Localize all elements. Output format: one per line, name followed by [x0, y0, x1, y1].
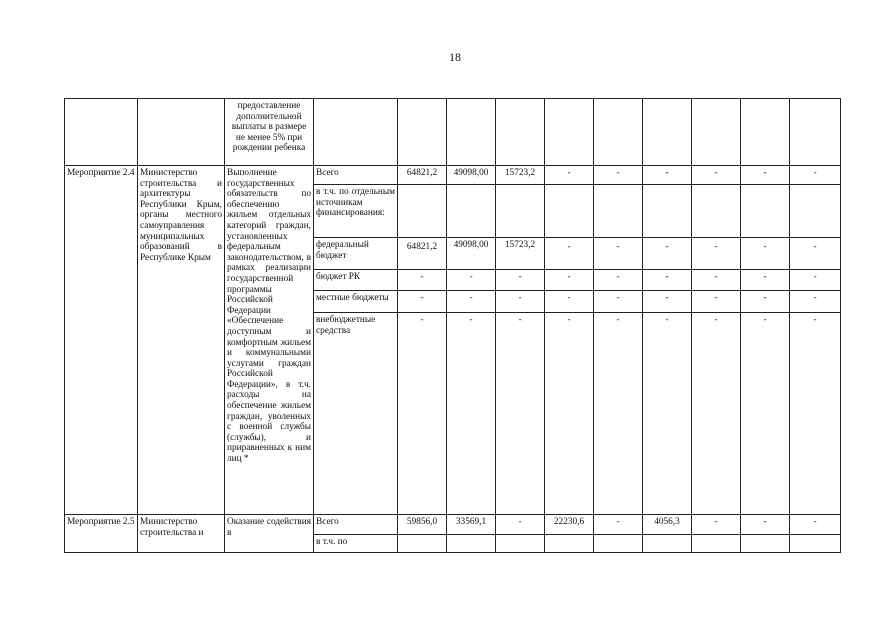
value-cell: - [496, 270, 545, 291]
cell-empty [741, 99, 790, 166]
value-cell [643, 185, 692, 238]
cell-empty [398, 99, 447, 166]
value-cell: - [545, 166, 594, 185]
value-cell: 33569,1 [447, 515, 496, 535]
value-cell: - [496, 291, 545, 313]
value-cell: 59856,0 [398, 515, 447, 535]
value-cell: - [545, 238, 594, 270]
value-cell [741, 535, 790, 553]
value-cell: - [790, 313, 841, 515]
table-row-continued [65, 99, 841, 166]
cell-empty [314, 99, 398, 166]
value-cell: - [594, 515, 643, 535]
value-cell: - [398, 270, 447, 291]
value-cell [496, 535, 545, 553]
value-cell [447, 535, 496, 553]
funding-source: бюджет РК [314, 270, 398, 291]
measure-executor: Министерство строительства и архитектуры Республики Крым, органы местного самоуправления муниципальных образований в Республике Крым [138, 166, 225, 515]
value-cell: - [790, 270, 841, 291]
value-cell: 22230,6 [545, 515, 594, 535]
value-cell: - [692, 166, 741, 185]
value-cell: - [545, 313, 594, 515]
cell-empty [496, 99, 545, 166]
value-cell [594, 185, 643, 238]
measure-description: Оказание содействия в [225, 515, 314, 553]
measure-description: Выполнение государственных обязательств по обеспечению жильем отдельных категорий граждан, установленных федеральным законодательством, в рамках реализации государственной программы Российской Федерации «Обеспечение доступным и комфортным жильем и коммунальными услугами граждан Российской Федерации», в т.ч. расходы на обеспечение жильем граждан, уволенных с военной службы (службы), и приравненных к ним лиц * [225, 166, 314, 515]
value-cell: - [398, 313, 447, 515]
cell-empty [447, 99, 496, 166]
value-cell: - [741, 166, 790, 185]
value-cell: - [790, 515, 841, 535]
value-cell [545, 185, 594, 238]
table-row [65, 166, 841, 185]
value-cell [790, 185, 841, 238]
value-cell [545, 535, 594, 553]
value-cell: - [594, 166, 643, 185]
cell-empty [65, 99, 138, 166]
value-cell: - [447, 291, 496, 313]
cell-empty [138, 99, 225, 166]
table-row [65, 515, 841, 535]
value-cell: - [447, 270, 496, 291]
value-cell: - [594, 238, 643, 270]
value-cell: - [496, 515, 545, 535]
value-cell [741, 185, 790, 238]
cell-empty [643, 99, 692, 166]
value-cell: - [741, 313, 790, 515]
value-cell: - [545, 270, 594, 291]
value-cell: - [594, 313, 643, 515]
value-cell: - [594, 270, 643, 291]
value-cell: 49098,00 [447, 166, 496, 185]
value-cell [692, 185, 741, 238]
cell-empty [594, 99, 643, 166]
cell-empty [692, 99, 741, 166]
value-cell [447, 185, 496, 238]
value-cell: - [496, 313, 545, 515]
value-cell: - [692, 313, 741, 515]
value-cell: - [594, 291, 643, 313]
value-cell: - [741, 515, 790, 535]
value-cell: 64821,2 [398, 238, 447, 270]
cell-description-continued: предоставление дополнительной выплаты в размере не менее 5% при рождении ребенка [225, 99, 314, 166]
value-cell [692, 535, 741, 553]
value-cell: - [692, 270, 741, 291]
value-cell [594, 535, 643, 553]
value-cell: - [643, 313, 692, 515]
funding-source: внебюджетные средства [314, 313, 398, 515]
value-cell [790, 535, 841, 553]
value-cell: - [741, 238, 790, 270]
value-cell: - [692, 515, 741, 535]
measure-code: Мероприятие 2.5 [65, 515, 138, 553]
cell-empty [545, 99, 594, 166]
cell-empty [790, 99, 841, 166]
funding-source: в т.ч. по отдельным источникам финансирования: [314, 185, 398, 238]
funding-source: Всего [314, 166, 398, 185]
measure-executor: Министерство строительства и [138, 515, 225, 553]
value-cell: - [790, 238, 841, 270]
value-cell: - [447, 313, 496, 515]
value-cell: 49098,00 [447, 238, 496, 270]
page-number: 18 [449, 50, 461, 64]
funding-source: местные бюджеты [314, 291, 398, 313]
value-cell: - [692, 238, 741, 270]
funding-source: Всего [314, 515, 398, 535]
value-cell [643, 535, 692, 553]
value-cell: - [643, 291, 692, 313]
value-cell: 4056,3 [643, 515, 692, 535]
value-cell: 64821,2 [398, 166, 447, 185]
measure-code: Мероприятие 2.4 [65, 166, 138, 515]
value-cell [496, 185, 545, 238]
value-cell: - [398, 291, 447, 313]
value-cell [398, 185, 447, 238]
value-cell: 15723,2 [496, 238, 545, 270]
value-cell: - [741, 291, 790, 313]
value-cell: - [643, 270, 692, 291]
funding-source: федеральный бюджет [314, 238, 398, 270]
value-cell: - [643, 238, 692, 270]
value-cell: - [790, 291, 841, 313]
funding-table [64, 98, 841, 553]
value-cell: 15723,2 [496, 166, 545, 185]
value-cell: - [692, 291, 741, 313]
value-cell: - [643, 166, 692, 185]
funding-source: в т.ч. по [314, 535, 398, 553]
value-cell: - [545, 291, 594, 313]
value-cell: - [790, 166, 841, 185]
value-cell [398, 535, 447, 553]
value-cell: - [741, 270, 790, 291]
